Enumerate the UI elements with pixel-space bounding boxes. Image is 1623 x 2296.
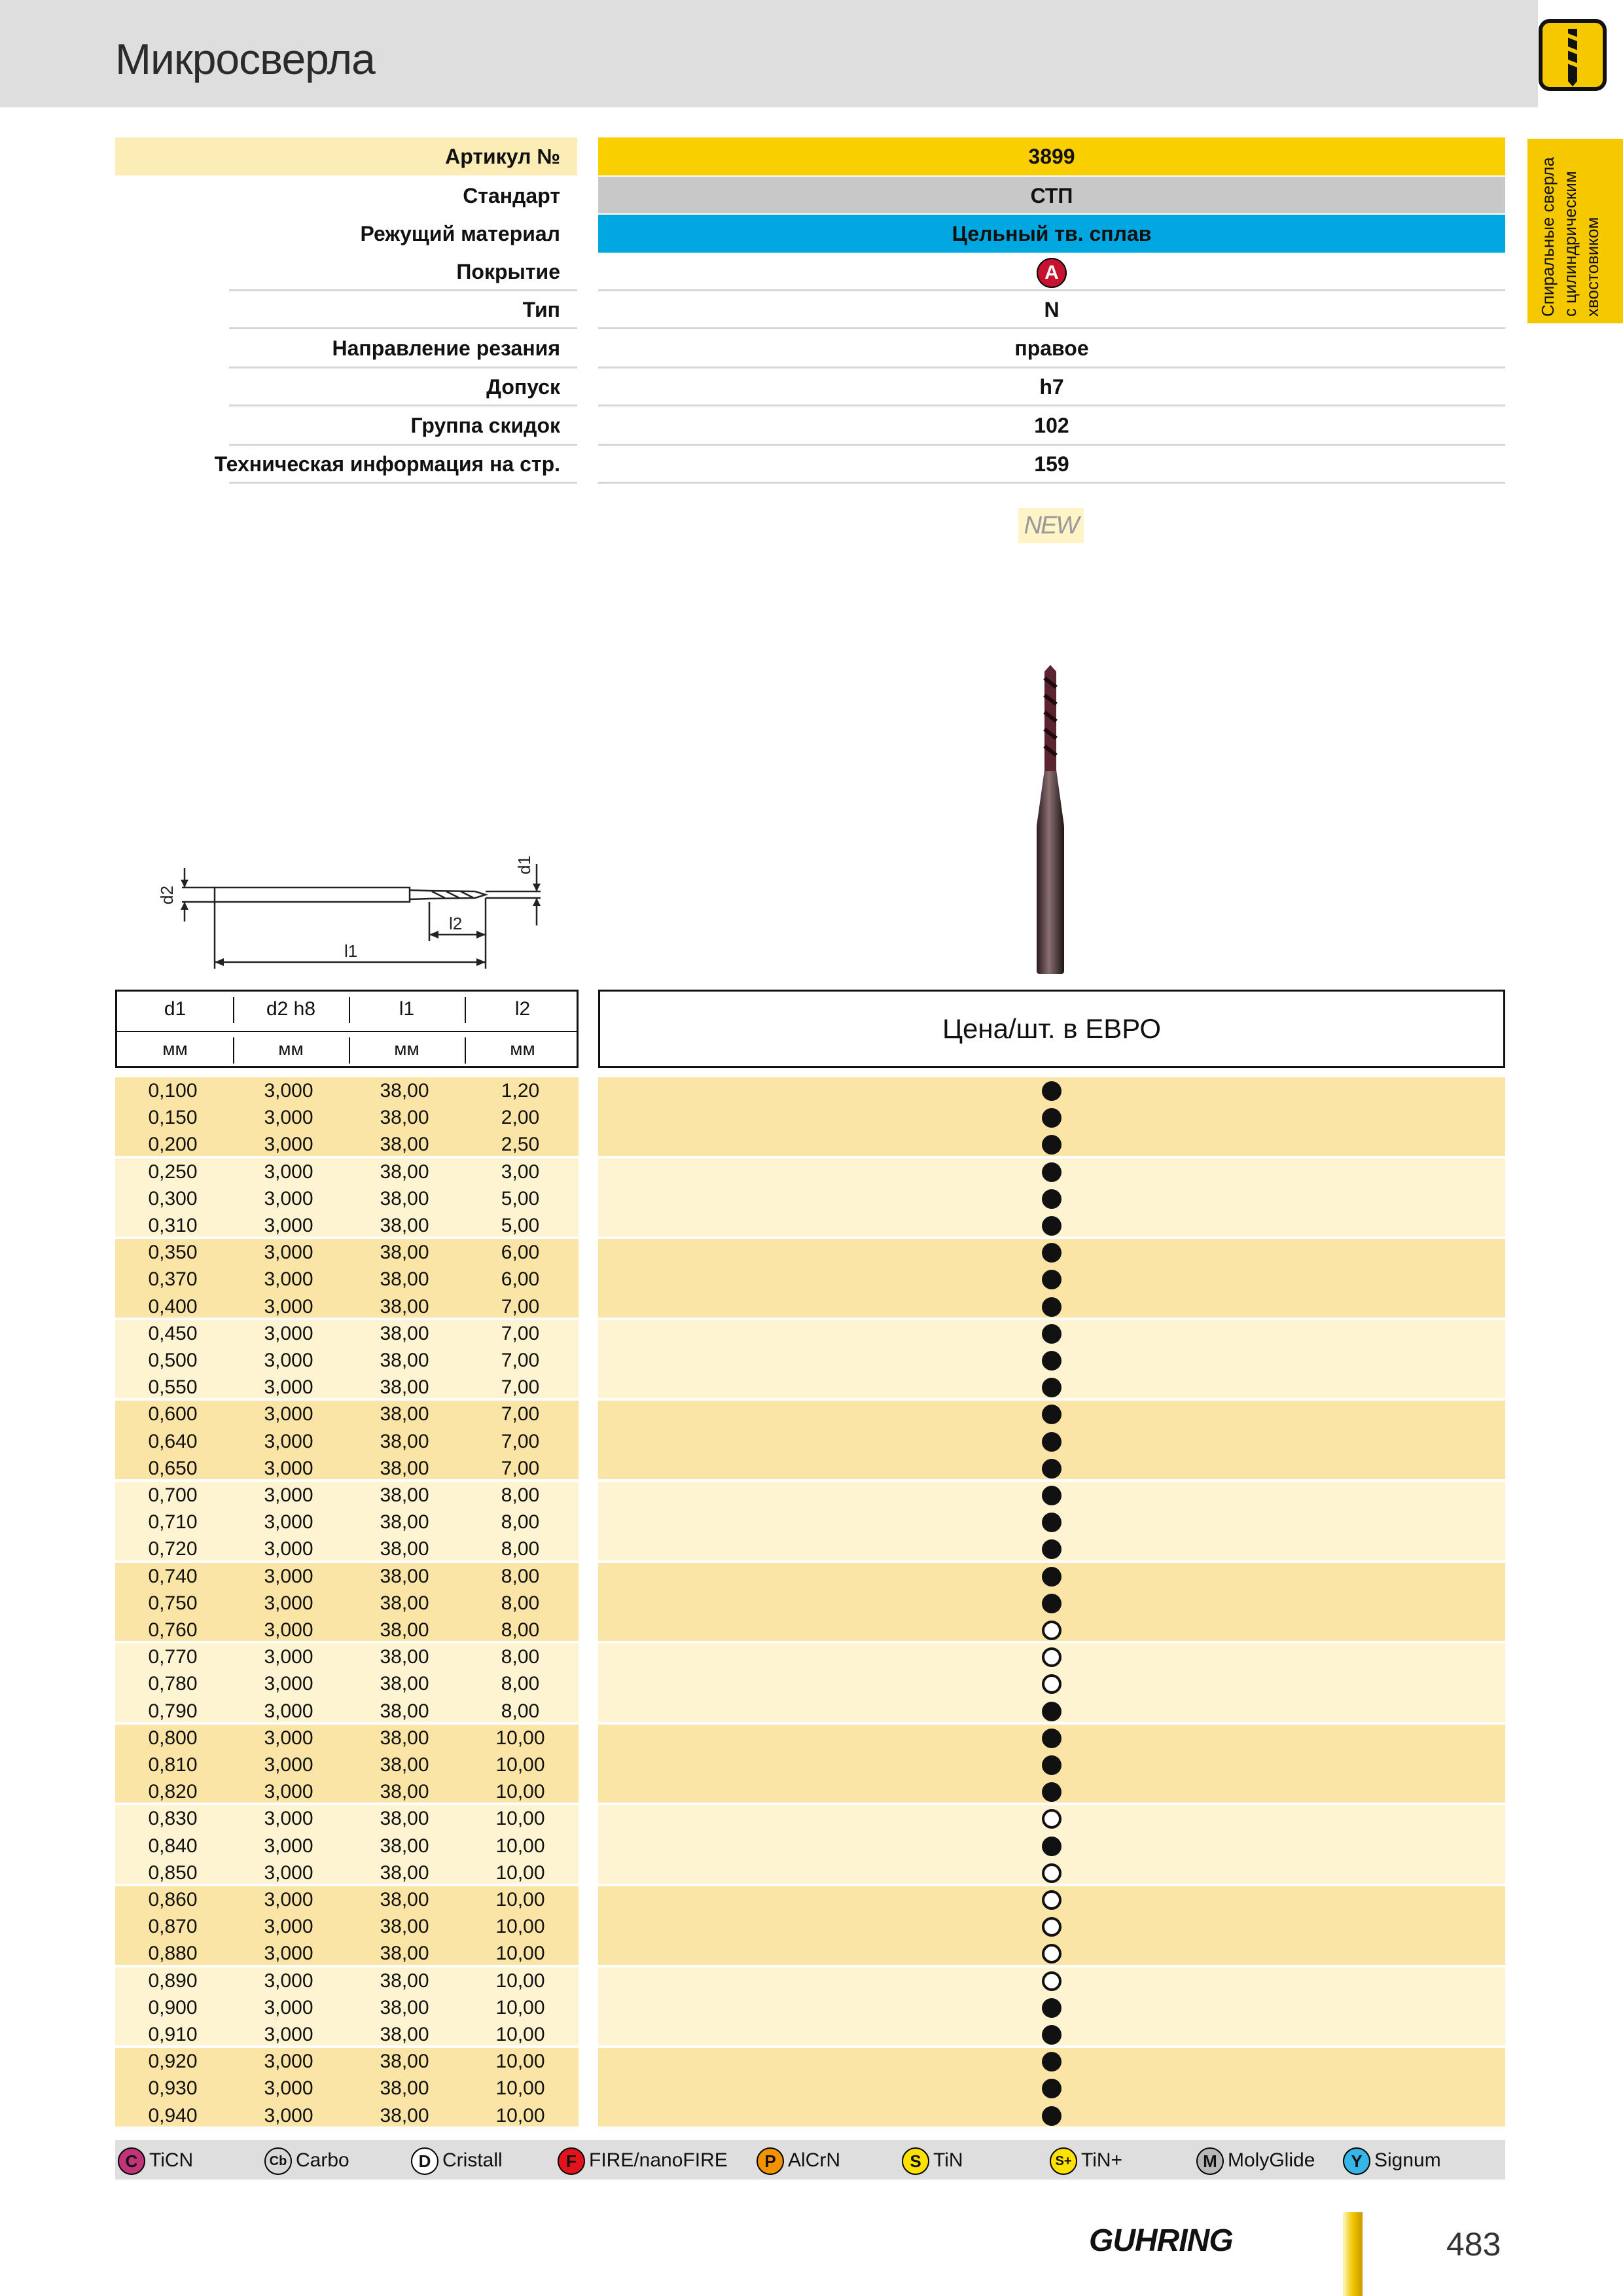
page-accent-bar (1343, 2212, 1363, 2296)
stock-available-icon (1042, 1513, 1061, 1532)
table-cell-d2: 3,000 (264, 1808, 313, 1830)
table-cell-l2: 8,00 (501, 1646, 540, 1668)
table-cell-l1: 38,00 (380, 1215, 429, 1236)
side-tab-line-1: Спиральные сверла (1538, 157, 1558, 317)
table-cell-d2: 3,000 (264, 1538, 313, 1560)
coating-badge: A (1037, 258, 1067, 288)
spec-label-discount-group: Группа скидок (410, 414, 560, 437)
table-cell-l2: 6,00 (501, 1268, 540, 1291)
legend-label: AlCrN (788, 2149, 840, 2171)
table-cell-d2: 3,000 (264, 1700, 313, 1722)
table-cell-d1: 0,790 (148, 1700, 198, 1722)
table-cell-d2: 3,000 (264, 1646, 313, 1668)
table-cell-d1: 0,760 (148, 1619, 198, 1641)
dimension-diagram (148, 844, 567, 975)
table-cell-l2: 3,00 (501, 1160, 540, 1183)
table-cell-d2: 3,000 (264, 1861, 313, 1884)
stock-available-icon (1042, 1459, 1061, 1479)
table-cell-d1: 0,740 (148, 1565, 198, 1587)
table-cell-d2: 3,000 (264, 1268, 313, 1291)
table-cell-d1: 0,640 (148, 1430, 198, 1452)
divider (349, 1037, 350, 1064)
table-cell-l1: 38,00 (380, 1295, 429, 1318)
spec-value-discount-group: 102 (1034, 414, 1069, 437)
legend-item-tin- (1050, 2147, 1122, 2174)
table-cell-d1: 0,840 (148, 1835, 198, 1857)
table-cell-l2: 10,00 (495, 1781, 545, 1803)
table-cell-d2: 3,000 (264, 2051, 313, 2073)
table-cell-d2: 3,000 (264, 1134, 313, 1156)
stock-available-icon (1042, 1324, 1061, 1344)
spec-label-material: Режущий материал (360, 222, 560, 245)
table-cell-d2: 3,000 (264, 1430, 313, 1452)
table-cell-d1: 0,250 (148, 1160, 198, 1183)
spec-label-type: Тип (522, 298, 560, 321)
legend-label: TiCN (149, 2149, 194, 2171)
twist-drill-icon (1538, 18, 1607, 92)
table-cell-l2: 2,00 (501, 1107, 540, 1129)
stock-available-icon (1042, 1782, 1061, 1802)
table-cell-l1: 38,00 (380, 1538, 429, 1560)
table-cell-l1: 38,00 (380, 1107, 429, 1129)
table-cell-l1: 38,00 (380, 1646, 429, 1668)
table-cell-d1: 0,940 (148, 2104, 198, 2126)
table-cell-d1: 0,450 (148, 1322, 198, 1344)
stock-available-icon (1042, 1567, 1061, 1587)
legend-item-ticn (118, 2147, 193, 2174)
stock-available-icon (1042, 1837, 1061, 1856)
table-cell-d2: 3,000 (264, 1889, 313, 1910)
table-cell-l2: 10,00 (495, 2051, 545, 2073)
dimension-table-header (115, 990, 579, 1068)
table-cell-d1: 0,800 (148, 1727, 198, 1749)
table-cell-d2: 3,000 (264, 1835, 313, 1857)
table-cell-l1: 38,00 (380, 1160, 429, 1183)
table-cell-d2: 3,000 (264, 1215, 313, 1236)
table-cell-l2: 10,00 (495, 1861, 545, 1884)
stock-available-icon (1042, 2025, 1061, 2045)
table-cell-d1: 0,150 (148, 1107, 198, 1129)
stock-limited-icon (1042, 1917, 1061, 1937)
table-cell-l1: 38,00 (380, 1754, 429, 1776)
table-cell-l2: 7,00 (501, 1295, 540, 1318)
coating-code-icon: F (558, 2147, 585, 2175)
table-cell-d1: 0,600 (148, 1403, 198, 1426)
legend-item-alcrn (757, 2147, 840, 2174)
legend-item-cristall (411, 2147, 503, 2174)
table-cell-d1: 0,710 (148, 1511, 198, 1534)
table-cell-l1: 38,00 (380, 1565, 429, 1587)
table-cell-l2: 8,00 (501, 1619, 540, 1641)
table-cell-l1: 38,00 (380, 1889, 429, 1910)
stock-available-icon (1042, 1702, 1061, 1721)
table-cell-l2: 10,00 (495, 1889, 545, 1910)
table-cell-l1: 38,00 (380, 1511, 429, 1534)
legend-item-molyglide (1196, 2147, 1315, 2174)
divider (349, 997, 350, 1023)
table-cell-l1: 38,00 (380, 1996, 429, 2018)
stock-limited-icon (1042, 1621, 1061, 1640)
table-cell-d1: 0,550 (148, 1376, 198, 1399)
spec-label-direction: Направление резания (332, 336, 560, 360)
table-cell-l1: 38,00 (380, 2024, 429, 2045)
coating-code-icon: C (118, 2147, 145, 2175)
diagram-label-l2: l2 (449, 914, 463, 933)
page-number: 483 (1446, 2226, 1501, 2263)
table-cell-l1: 38,00 (380, 1376, 429, 1399)
table-cell-d2: 3,000 (264, 1565, 313, 1587)
table-cell-d1: 0,310 (148, 1215, 198, 1236)
table-cell-d2: 3,000 (264, 1511, 313, 1534)
table-cell-l1: 38,00 (380, 1268, 429, 1291)
col-header-l2: l2 (514, 998, 531, 1020)
legend-label: TiN (933, 2149, 963, 2171)
table-cell-l2: 10,00 (495, 1916, 545, 1938)
divider (465, 997, 466, 1023)
table-cell-d2: 3,000 (264, 1107, 313, 1129)
coating-code-icon: P (757, 2147, 784, 2175)
table-cell-d2: 3,000 (264, 1996, 313, 2018)
table-cell-l1: 38,00 (380, 1619, 429, 1641)
spec-value-tolerance: h7 (1039, 375, 1064, 399)
table-cell-d1: 0,830 (148, 1808, 198, 1830)
stock-available-icon (1042, 1755, 1061, 1775)
table-cell-l2: 8,00 (501, 1592, 540, 1614)
stock-limited-icon (1042, 1890, 1061, 1910)
table-cell-l1: 38,00 (380, 1969, 429, 1992)
stock-available-icon (1042, 1216, 1061, 1236)
table-cell-l1: 38,00 (380, 2077, 429, 2100)
table-cell-l1: 38,00 (380, 1350, 429, 1371)
table-cell-d1: 0,300 (148, 1187, 198, 1210)
table-cell-d1: 0,860 (148, 1889, 198, 1910)
table-cell-l2: 7,00 (501, 1457, 540, 1479)
legend-label: TiN+ (1081, 2149, 1123, 2171)
table-cell-d2: 3,000 (264, 1673, 313, 1695)
table-cell-l1: 38,00 (380, 1781, 429, 1803)
table-cell-l1: 38,00 (380, 1808, 429, 1830)
table-cell-l2: 10,00 (495, 2024, 545, 2045)
table-cell-d2: 3,000 (264, 2077, 313, 2100)
table-cell-d1: 0,900 (148, 1996, 198, 2018)
stock-available-icon (1042, 1729, 1061, 1748)
table-cell-d1: 0,200 (148, 1134, 198, 1156)
table-cell-d2: 3,000 (264, 1376, 313, 1399)
table-cell-d2: 3,000 (264, 2104, 313, 2126)
table-cell-d2: 3,000 (264, 1969, 313, 1992)
table-cell-l2: 10,00 (495, 1835, 545, 1857)
table-cell-l2: 7,00 (501, 1350, 540, 1371)
table-cell-l1: 38,00 (380, 1457, 429, 1479)
divider (233, 997, 234, 1023)
stock-available-icon (1042, 2052, 1061, 2072)
legend-label: FIRE/nanoFIRE (589, 2149, 728, 2171)
stock-available-icon (1042, 1297, 1061, 1317)
spec-value-type: N (1044, 298, 1060, 321)
table-cell-d2: 3,000 (264, 1619, 313, 1641)
table-cell-l1: 38,00 (380, 1943, 429, 1965)
table-cell-l2: 8,00 (501, 1484, 540, 1506)
table-cell-l1: 38,00 (380, 1727, 429, 1749)
col-header-l1: l1 (399, 998, 415, 1020)
table-cell-d2: 3,000 (264, 1457, 313, 1479)
table-cell-d2: 3,000 (264, 1295, 313, 1318)
table-cell-l2: 10,00 (495, 2077, 545, 2100)
stock-available-icon (1042, 1108, 1061, 1128)
table-cell-l1: 38,00 (380, 1592, 429, 1614)
divider (233, 1037, 234, 1064)
spec-value-direction: правое (1014, 336, 1089, 360)
coating-code-icon: Y (1343, 2147, 1370, 2175)
coating-code-icon: M (1196, 2147, 1224, 2175)
side-tab-line-2: с цилиндрическим (1560, 171, 1580, 317)
unit-l2: мм (510, 1039, 535, 1059)
divider (117, 1031, 577, 1032)
table-cell-l1: 38,00 (380, 1322, 429, 1344)
stock-available-icon (1042, 1594, 1061, 1613)
table-cell-d2: 3,000 (264, 1484, 313, 1506)
stock-limited-icon (1042, 1647, 1061, 1667)
table-cell-d2: 3,000 (264, 1592, 313, 1614)
table-cell-l2: 6,00 (501, 1242, 540, 1264)
legend-item-signum (1343, 2147, 1441, 2174)
table-cell-l2: 10,00 (495, 1943, 545, 1965)
spec-label-article: Артикул № (445, 145, 560, 168)
table-cell-d1: 0,910 (148, 2024, 198, 2045)
table-cell-l2: 10,00 (495, 1996, 545, 2018)
table-cell-l1: 38,00 (380, 1080, 429, 1102)
table-cell-d2: 3,000 (264, 1781, 313, 1803)
diagram-label-d2: d2 (157, 886, 177, 905)
new-badge: NEW (1018, 508, 1084, 543)
table-cell-d1: 0,770 (148, 1646, 198, 1668)
table-cell-d2: 3,000 (264, 1350, 313, 1371)
legend-label: Cristall (442, 2149, 503, 2171)
table-cell-l2: 5,00 (501, 1187, 540, 1210)
table-cell-d2: 3,000 (264, 1916, 313, 1938)
table-cell-l2: 10,00 (495, 1969, 545, 1992)
table-cell-d1: 0,400 (148, 1295, 198, 1318)
stock-available-icon (1042, 1486, 1061, 1505)
table-cell-d2: 3,000 (264, 1754, 313, 1776)
legend-label: Carbo (296, 2149, 349, 2171)
table-cell-d2: 3,000 (264, 1403, 313, 1426)
table-cell-d2: 3,000 (264, 1727, 313, 1749)
table-cell-d1: 0,700 (148, 1484, 198, 1506)
table-cell-d2: 3,000 (264, 1322, 313, 1344)
table-cell-d2: 3,000 (264, 1187, 313, 1210)
table-cell-l1: 38,00 (380, 1835, 429, 1857)
legend-label: Signum (1374, 2149, 1441, 2171)
table-cell-l1: 38,00 (380, 1700, 429, 1722)
table-cell-l1: 38,00 (380, 2104, 429, 2126)
table-cell-d1: 0,500 (148, 1350, 198, 1371)
table-cell-l1: 38,00 (380, 1916, 429, 1938)
table-cell-d1: 0,650 (148, 1457, 198, 1479)
table-cell-l2: 8,00 (501, 1511, 540, 1534)
spec-label-standard: Стандарт (463, 184, 560, 207)
col-header-d1: d1 (164, 998, 187, 1020)
spec-value-coating (598, 253, 1505, 291)
table-cell-l2: 7,00 (501, 1430, 540, 1452)
brand-logo: GUHRING (1089, 2223, 1233, 2258)
table-cell-d1: 0,820 (148, 1781, 198, 1803)
page-title: Микросверла (115, 35, 375, 83)
legend-item-tin (902, 2147, 963, 2174)
unit-l1: мм (394, 1039, 419, 1059)
table-cell-d1: 0,100 (148, 1080, 198, 1102)
stock-available-icon (1042, 2106, 1061, 2126)
stock-available-icon (1042, 1432, 1061, 1452)
stock-available-icon (1042, 1998, 1061, 2018)
stock-available-icon (1042, 1243, 1061, 1263)
table-cell-d2: 3,000 (264, 1242, 313, 1264)
stock-limited-icon (1042, 1863, 1061, 1883)
table-cell-l1: 38,00 (380, 1403, 429, 1426)
table-cell-d1: 0,880 (148, 1943, 198, 1965)
table-cell-l1: 38,00 (380, 2051, 429, 2073)
table-cell-l1: 38,00 (380, 1187, 429, 1210)
table-cell-d2: 3,000 (264, 2024, 313, 2045)
table-cell-l2: 8,00 (501, 1673, 540, 1695)
table-cell-l1: 38,00 (380, 1861, 429, 1884)
table-cell-d1: 0,370 (148, 1268, 198, 1291)
side-category-label (1534, 140, 1613, 321)
table-cell-d1: 0,750 (148, 1592, 198, 1614)
diagram-label-l1: l1 (344, 941, 358, 961)
table-cell-d1: 0,810 (148, 1754, 198, 1776)
side-tab-line-3: хвостовиком (1582, 217, 1602, 317)
table-cell-l2: 10,00 (495, 1808, 545, 1830)
table-cell-l1: 38,00 (380, 1673, 429, 1695)
spec-label-tolerance: Допуск (486, 375, 560, 399)
table-cell-l2: 10,00 (495, 2104, 545, 2126)
drill-product-image (1027, 665, 1073, 975)
spec-label-coating: Покрытие (456, 260, 560, 283)
table-cell-d1: 0,870 (148, 1916, 198, 1938)
table-cell-d1: 0,780 (148, 1673, 198, 1695)
legend-item-fire-nanofire (558, 2147, 728, 2174)
coating-code-icon: Cb (264, 2147, 292, 2175)
table-cell-d1: 0,890 (148, 1969, 198, 1992)
diagram-label-d1: d1 (514, 855, 534, 874)
table-cell-l2: 7,00 (501, 1376, 540, 1399)
table-cell-d1: 0,850 (148, 1861, 198, 1884)
page-header (0, 0, 1538, 107)
stock-available-icon (1042, 1351, 1061, 1371)
table-cell-d2: 3,000 (264, 1080, 313, 1102)
stock-available-icon (1042, 1162, 1061, 1182)
table-cell-l2: 8,00 (501, 1565, 540, 1587)
table-cell-l2: 10,00 (495, 1727, 545, 1749)
table-cell-d1: 0,930 (148, 2077, 198, 2100)
table-cell-l1: 38,00 (380, 1430, 429, 1452)
spec-value-article: 3899 (1028, 145, 1075, 168)
coating-code-icon: D (411, 2147, 438, 2175)
table-cell-l2: 5,00 (501, 1215, 540, 1236)
price-column-header: Цена/шт. в ЕВРО (598, 990, 1505, 1068)
stock-available-icon (1042, 1081, 1061, 1101)
coating-code-icon: S+ (1050, 2147, 1077, 2175)
spec-value-material: Цельный тв. сплав (952, 222, 1152, 245)
table-cell-l2: 2,50 (501, 1134, 540, 1156)
unit-d1: мм (162, 1039, 188, 1059)
stock-available-icon (1042, 1189, 1061, 1209)
table-cell-d1: 0,720 (148, 1538, 198, 1560)
table-cell-l2: 7,00 (501, 1322, 540, 1344)
spec-label-tech-info: Техническая информация на стр. (214, 452, 560, 476)
stock-limited-icon (1042, 1971, 1061, 1991)
table-cell-l2: 1,20 (501, 1080, 540, 1102)
table-cell-d2: 3,000 (264, 1160, 313, 1183)
legend-label: MolyGlide (1228, 2149, 1315, 2171)
table-cell-l2: 8,00 (501, 1700, 540, 1722)
divider (465, 1037, 466, 1064)
table-cell-l1: 38,00 (380, 1484, 429, 1506)
table-cell-l2: 10,00 (495, 1754, 545, 1776)
stock-available-icon (1042, 1378, 1061, 1397)
table-cell-l2: 8,00 (501, 1538, 540, 1560)
unit-d2: мм (278, 1039, 304, 1059)
table-cell-d1: 0,920 (148, 2051, 198, 2073)
spec-value-tech-info: 159 (1034, 452, 1069, 476)
table-cell-l1: 38,00 (380, 1242, 429, 1264)
table-cell-l1: 38,00 (380, 1134, 429, 1156)
legend-item-carbo (264, 2147, 349, 2174)
table-cell-l2: 7,00 (501, 1403, 540, 1426)
coating-code-icon: S (902, 2147, 929, 2175)
table-cell-d1: 0,350 (148, 1242, 198, 1264)
col-header-d2: d2 h8 (266, 998, 316, 1020)
table-cell-d2: 3,000 (264, 1943, 313, 1965)
spec-value-standard: СТП (1030, 184, 1073, 207)
